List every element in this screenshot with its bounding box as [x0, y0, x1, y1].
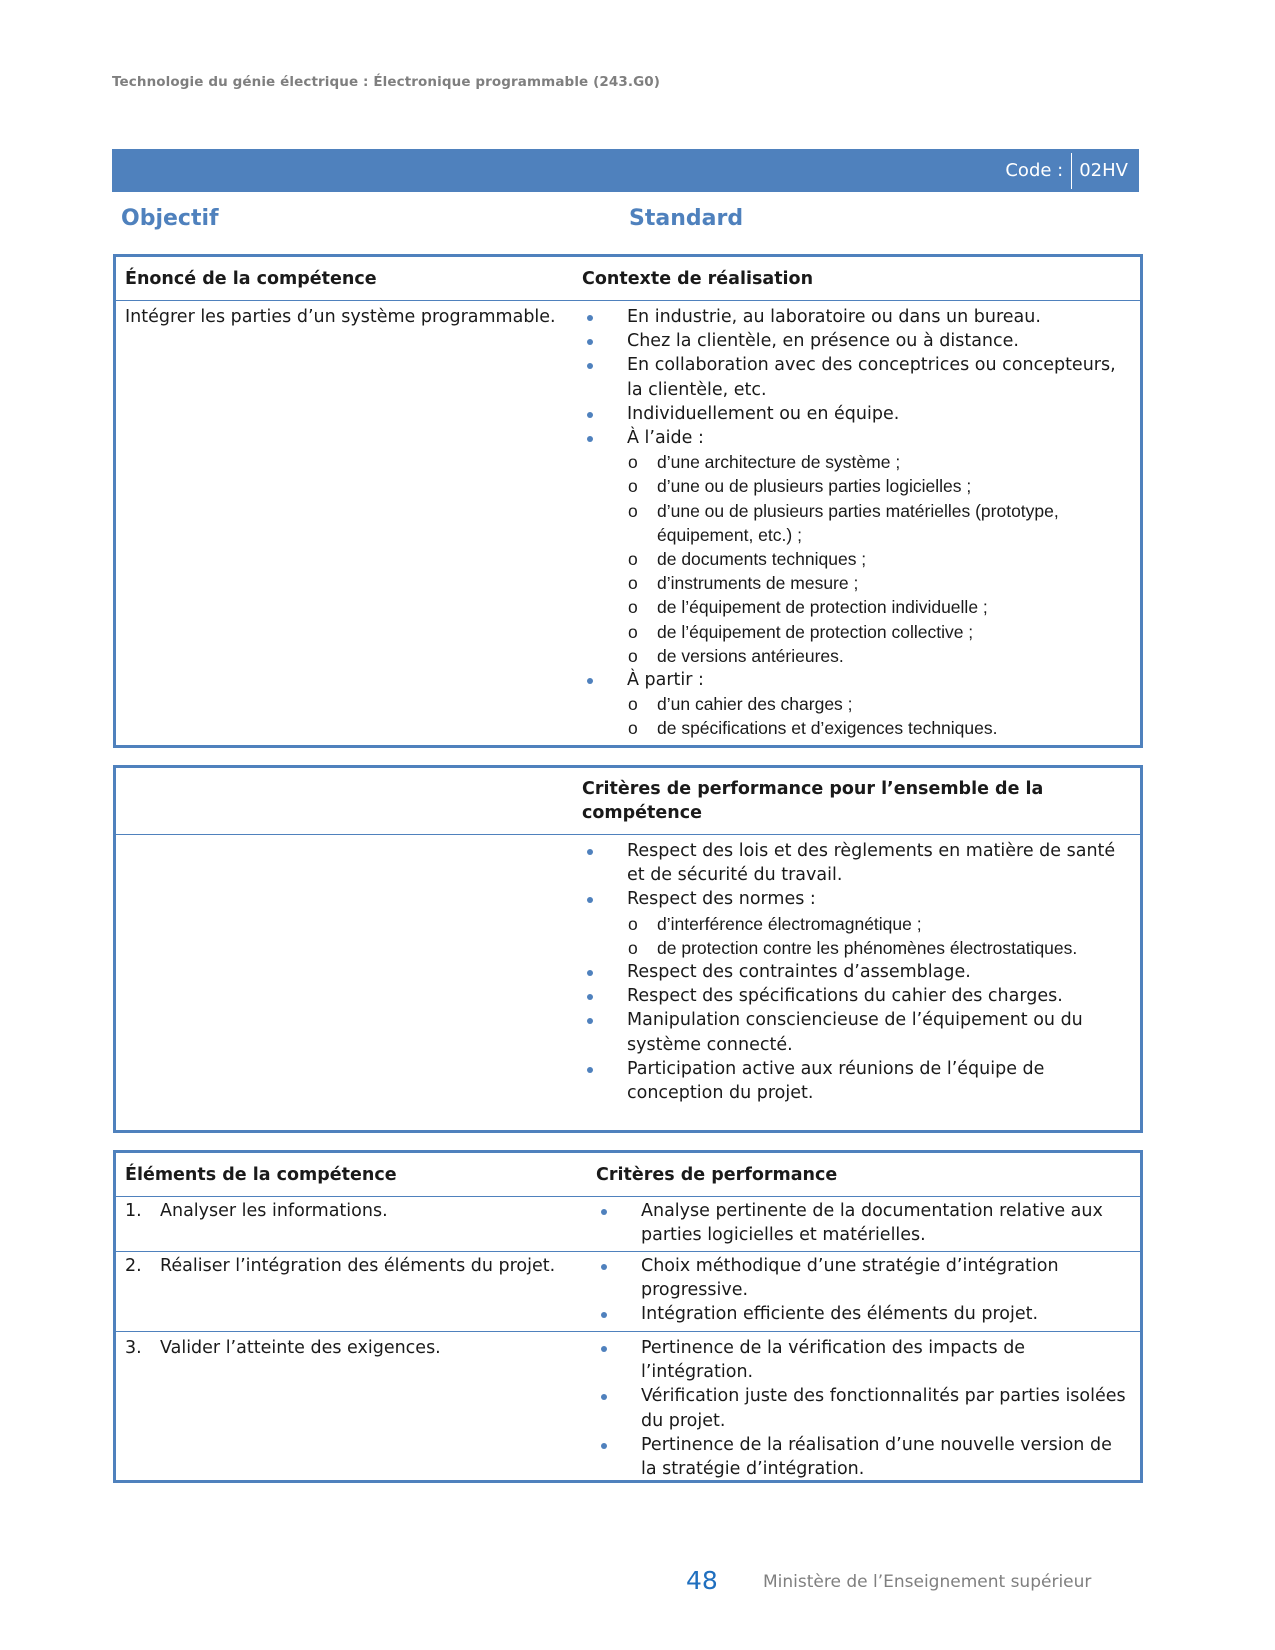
sub-list-item: o de l’équipement de protection individuelle ; [627, 595, 1132, 619]
table-header-row [116, 768, 1140, 834]
contexte-list [582, 305, 1140, 741]
table-elements-criteres [113, 1150, 1143, 1483]
page-number: 48 [686, 1566, 718, 1595]
element-2: 2. Réaliser l’intégration des éléments du projet. [125, 1256, 556, 1276]
list-item: En industrie, au laboratoire ou dans un bureau. [582, 305, 1132, 329]
list-item: Analyse pertinente de la documentation relative aux parties logicielles et matérielles. [596, 1199, 1132, 1247]
sub-list-item: o d’une ou de plusieurs parties logicielles ; [627, 474, 1132, 498]
heading-objectif: Objectif [121, 206, 219, 231]
criteres-element-3 [596, 1336, 1140, 1481]
list-item: À partir : o d’un cahier des charges ; o de spécifications et d’exigences techniques. [582, 668, 1132, 741]
sub-list-item: o d’un cahier des charges ; [627, 692, 1132, 716]
list-item: Chez la clientèle, en présence ou à distance. [582, 329, 1132, 353]
list-item: Respect des contraintes d’assemblage. [582, 960, 1132, 984]
element-3: 3. Valider l’atteinte des exigences. [125, 1338, 441, 1358]
list-item: À l’aide : o d’une architecture de système ; o d’une ou de plusieurs parties logicielles ; o d’une ou de plusieurs parties matérielles (prototype, équipement, etc.) ; o de documents techniques ; o d’instruments de mesure ; o de l’équipement de protection individuelle ; o de l’équipement de protection collective ; o de versions antérieures. [582, 426, 1132, 668]
list-item: Respect des lois et des règlements en matière de santé et de sécurité du travail. [582, 839, 1132, 887]
enonce-text: Intégrer les parties d’un système programmable. [125, 307, 556, 327]
list-item: Respect des normes : o d’interférence électromagnétique ; o de protection contre les phénomènes électrostatiques. [582, 887, 1132, 960]
table-header-row [116, 1153, 1140, 1196]
sub-list-item: o de l’équipement de protection collective ; [627, 620, 1132, 644]
list-item: Individuellement ou en équipe. [582, 402, 1132, 426]
list-item: Respect des spécifications du cahier des charges. [582, 984, 1132, 1008]
footer-ministry: Ministère de l’Enseignement supérieur [763, 1572, 1092, 1592]
empty-cell [116, 839, 582, 1105]
header-enonce: Énoncé de la compétence [125, 268, 377, 289]
sub-list-item: o d’instruments de mesure ; [627, 571, 1132, 595]
criteres-list [582, 839, 1140, 1105]
sub-list-item: o de protection contre les phénomènes électrostatiques. [627, 936, 1132, 960]
table-enonce-contexte [113, 254, 1143, 748]
heading-standard: Standard [629, 206, 744, 231]
header-elements: Éléments de la compétence [125, 1164, 397, 1185]
sub-list-item: o d’interférence électromagnétique ; [627, 912, 1132, 936]
table-row [116, 1251, 1140, 1331]
table-row [116, 1196, 1140, 1251]
sub-list-item: o de spécifications et d’exigences techniques. [627, 716, 1132, 740]
code-separator [1071, 153, 1072, 189]
course-code [1005, 149, 1128, 192]
code-banner [112, 149, 1139, 192]
header-criteres: Critères de performance [596, 1164, 838, 1185]
list-item: Choix méthodique d’une stratégie d’intégration progressive. [596, 1254, 1132, 1302]
list-item: En collaboration avec des conceptrices ou concepteurs, la clientèle, etc. [582, 353, 1132, 401]
header-criteres-ensemble: Critères de performance pour l’ensemble de la compétence [582, 779, 1044, 823]
sub-list-item: o de versions antérieures. [627, 644, 1132, 668]
list-item: Pertinence de la vérification des impacts de l’intégration. [596, 1336, 1132, 1384]
list-item: Manipulation consciencieuse de l’équipement ou du système connecté. [582, 1008, 1132, 1056]
table-header-row [116, 257, 1140, 300]
code-value: 02HV [1079, 160, 1128, 181]
list-item: Vérification juste des fonctionnalités par parties isolées du projet. [596, 1384, 1132, 1432]
criteres-element-1 [596, 1199, 1140, 1251]
list-item: Pertinence de la réalisation d’une nouvelle version de la stratégie d’intégration. [596, 1433, 1132, 1481]
sub-list-item: o d’une ou de plusieurs parties matérielles (prototype, équipement, etc.) ; [627, 499, 1132, 547]
element-1: 1. Analyser les informations. [125, 1201, 388, 1221]
table-criteres-ensemble [113, 765, 1143, 1133]
list-item: Participation active aux réunions de l’équipe de conception du projet. [582, 1057, 1132, 1105]
running-head: Technologie du génie électrique : Électronique programmable (243.G0) [112, 74, 661, 90]
table-row [116, 1331, 1140, 1481]
header-contexte: Contexte de réalisation [582, 268, 814, 289]
table-row [116, 834, 1140, 1105]
list-item: Intégration efficiente des éléments du projet. [596, 1302, 1132, 1326]
code-label: Code : [1005, 160, 1064, 181]
table-row [116, 300, 1140, 741]
criteres-element-2 [596, 1254, 1140, 1331]
sub-list-item: o d’une architecture de système ; [627, 450, 1132, 474]
sub-list-item: o de documents techniques ; [627, 547, 1132, 571]
